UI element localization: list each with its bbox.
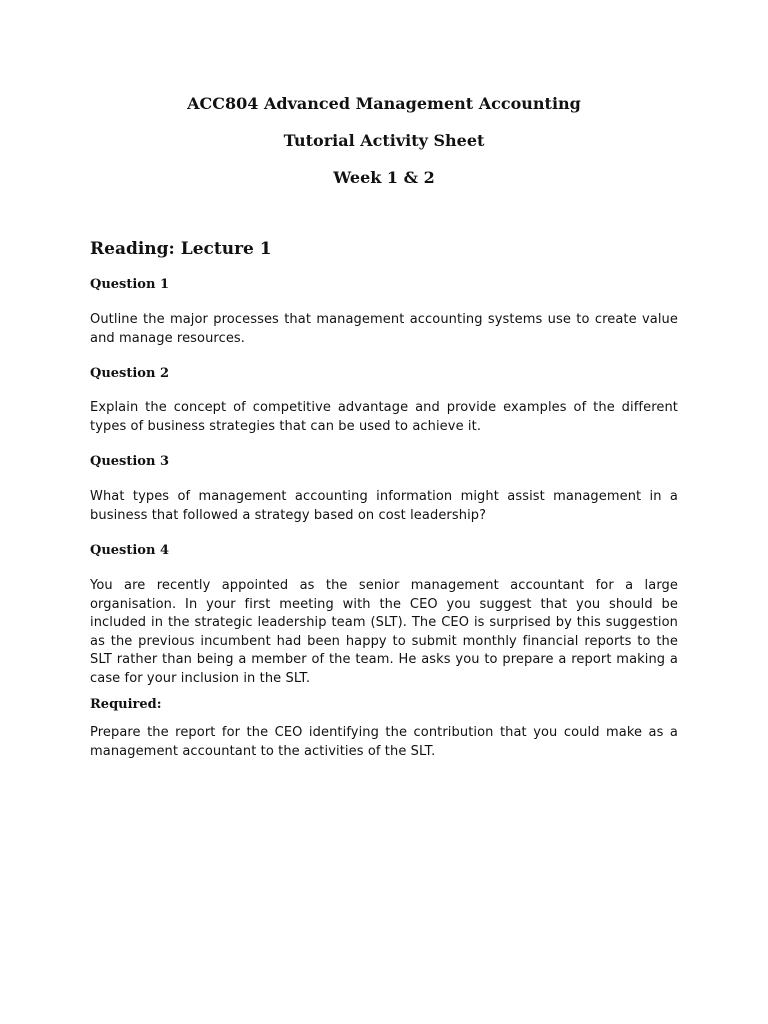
question-2-heading: Question 2 <box>90 366 170 381</box>
week-label: Week 1 & 2 <box>333 168 435 187</box>
reading-heading: Reading: Lecture 1 <box>90 239 272 259</box>
required-text: Prepare the report for the CEO identifying the contribution that you could make as a management accountant to the activities of the SLT. <box>90 725 678 759</box>
question-4-text: You are recently appointed as the senior management accountant for a large organisation. In your first meeting with the CEO you suggest that you should be included in the strategic leadership team (SLT). The CEO is surprised by this suggestion as the previous incumbent had been happy to submit monthly financial reports to the SLT rather than being a member of the team. He asks you to prepare a report making a case for your inclusion in the SLT. <box>90 578 678 686</box>
question-1-heading: Question 1 <box>90 277 170 292</box>
sheet-title: Tutorial Activity Sheet <box>283 131 485 150</box>
question-1-text: Outline the major processes that management accounting systems use to create value and manage resources. <box>90 312 678 346</box>
question-4-heading: Question 4 <box>90 543 170 558</box>
question-2-text: Explain the concept of competitive advantage and provide examples of the different types of business strategies that can be used to achieve it. <box>90 400 678 434</box>
course-title: ACC804 Advanced Management Accounting <box>187 94 581 113</box>
required-heading: Required: <box>90 697 162 712</box>
question-3-heading: Question 3 <box>90 454 170 469</box>
question-3-text: What types of management accounting information might assist management in a business that followed a strategy based on cost leadership? <box>90 489 678 523</box>
